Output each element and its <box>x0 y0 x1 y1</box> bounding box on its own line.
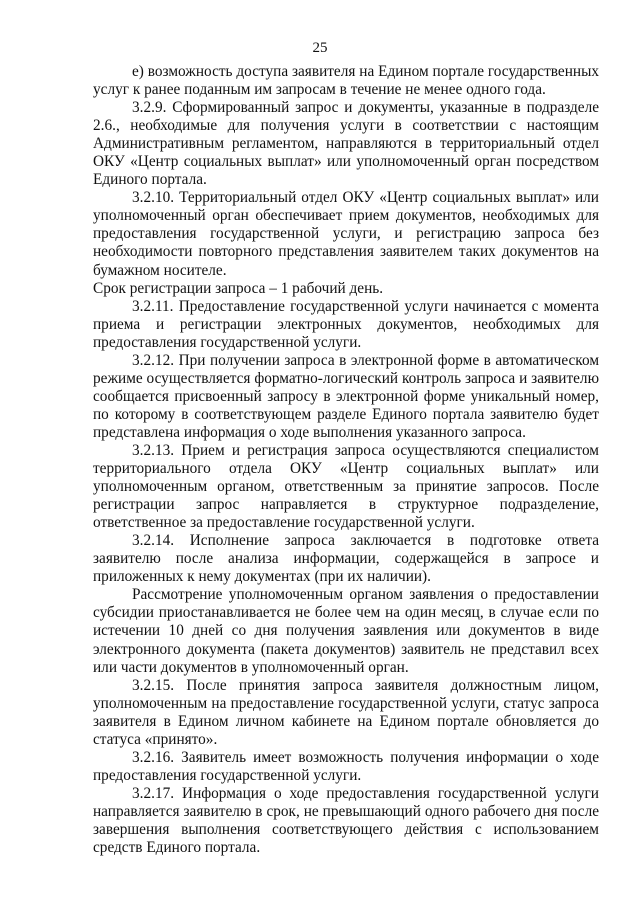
paragraph: 3.2.10. Территориальный отдел ОКУ «Центр социальных выплат» или уполномоченный орган обеспечивает прием документов, необходимых для предоставления государственной услуги, и регистрацию запроса без необходимости повторного представления заявителем таких документов на бумажном носителе. <box>93 189 599 279</box>
paragraph: Рассмотрение уполномоченным органом заявления о предоставлении субсидии приостанавливается не более чем на один месяц, в случае если по истечении 10 дней со дня получения заявления или документов в виде электронного документа (пакета документов) заявитель не представил всех или части документов в уполномоченный орган. <box>93 586 599 676</box>
page-number: 25 <box>312 40 328 56</box>
paragraph: 3.2.17. Информация о ходе предоставления государственной услуги направляется заявителю в срок, не превышающий одного рабочего дня после завершения выполнения соответствующего действия с использованием средств Единого портала. <box>93 784 599 857</box>
paragraph: 3.2.15. После принятия запроса заявителя должностным лицом, уполномоченным на предоставление государственной услуги, статус запроса заявителя в Едином личном кабинете на Едином портале обновляется до статуса «принято». <box>93 676 599 748</box>
paragraph: 3.2.11. Предоставление государственной услуги начинается с момента приема и регистрации электронных документов, необходимых для предоставления государственной услуги. <box>93 297 599 351</box>
paragraph: 3.2.13. Прием и регистрация запроса осуществляются специалистом территориального отдела ОКУ «Центр социальных выплат» или уполномоченным органом, ответственным за принятие запросов. После регистрации запрос направляется в структурное подразделение, ответственное за предоставление государственной услуги. <box>93 441 599 532</box>
paragraph: 3.2.12. При получении запроса в электронной форме в автоматическом режиме осуществляется форматно-логический контроль запроса и заявителю сообщается присвоенный запросу в электронной форме уникальный номер, по которому в соответствующем разделе Единого портала заявителю будет представлена информация о ходе выполнения указанного запроса. <box>93 351 599 441</box>
paragraph: Срок регистрации запроса – 1 рабочий день. <box>93 279 384 297</box>
paragraph: 3.2.16. Заявитель имеет возможность получения информации о ходе предоставления государственной услуги. <box>93 748 599 784</box>
document-body <box>93 63 599 857</box>
paragraph: 3.2.14. Исполнение запроса заключается в подготовке ответа заявителю после анализа информации, содержащейся в запросе и приложенных к нему документах (при их наличии). <box>93 532 599 586</box>
paragraph: 3.2.9. Сформированный запрос и документы, указанные в подразделе 2.6., необходимые для получения услуги в соответствии с настоящим Административным регламентом, направляются в территориальный отдел ОКУ «Центр социальных выплат» или уполномоченный орган посредством Единого портала. <box>93 99 599 189</box>
paragraph: е) возможность доступа заявителя на Едином портале государственных услуг к ранее поданным им запросам в течение не менее одного года. <box>93 63 599 99</box>
